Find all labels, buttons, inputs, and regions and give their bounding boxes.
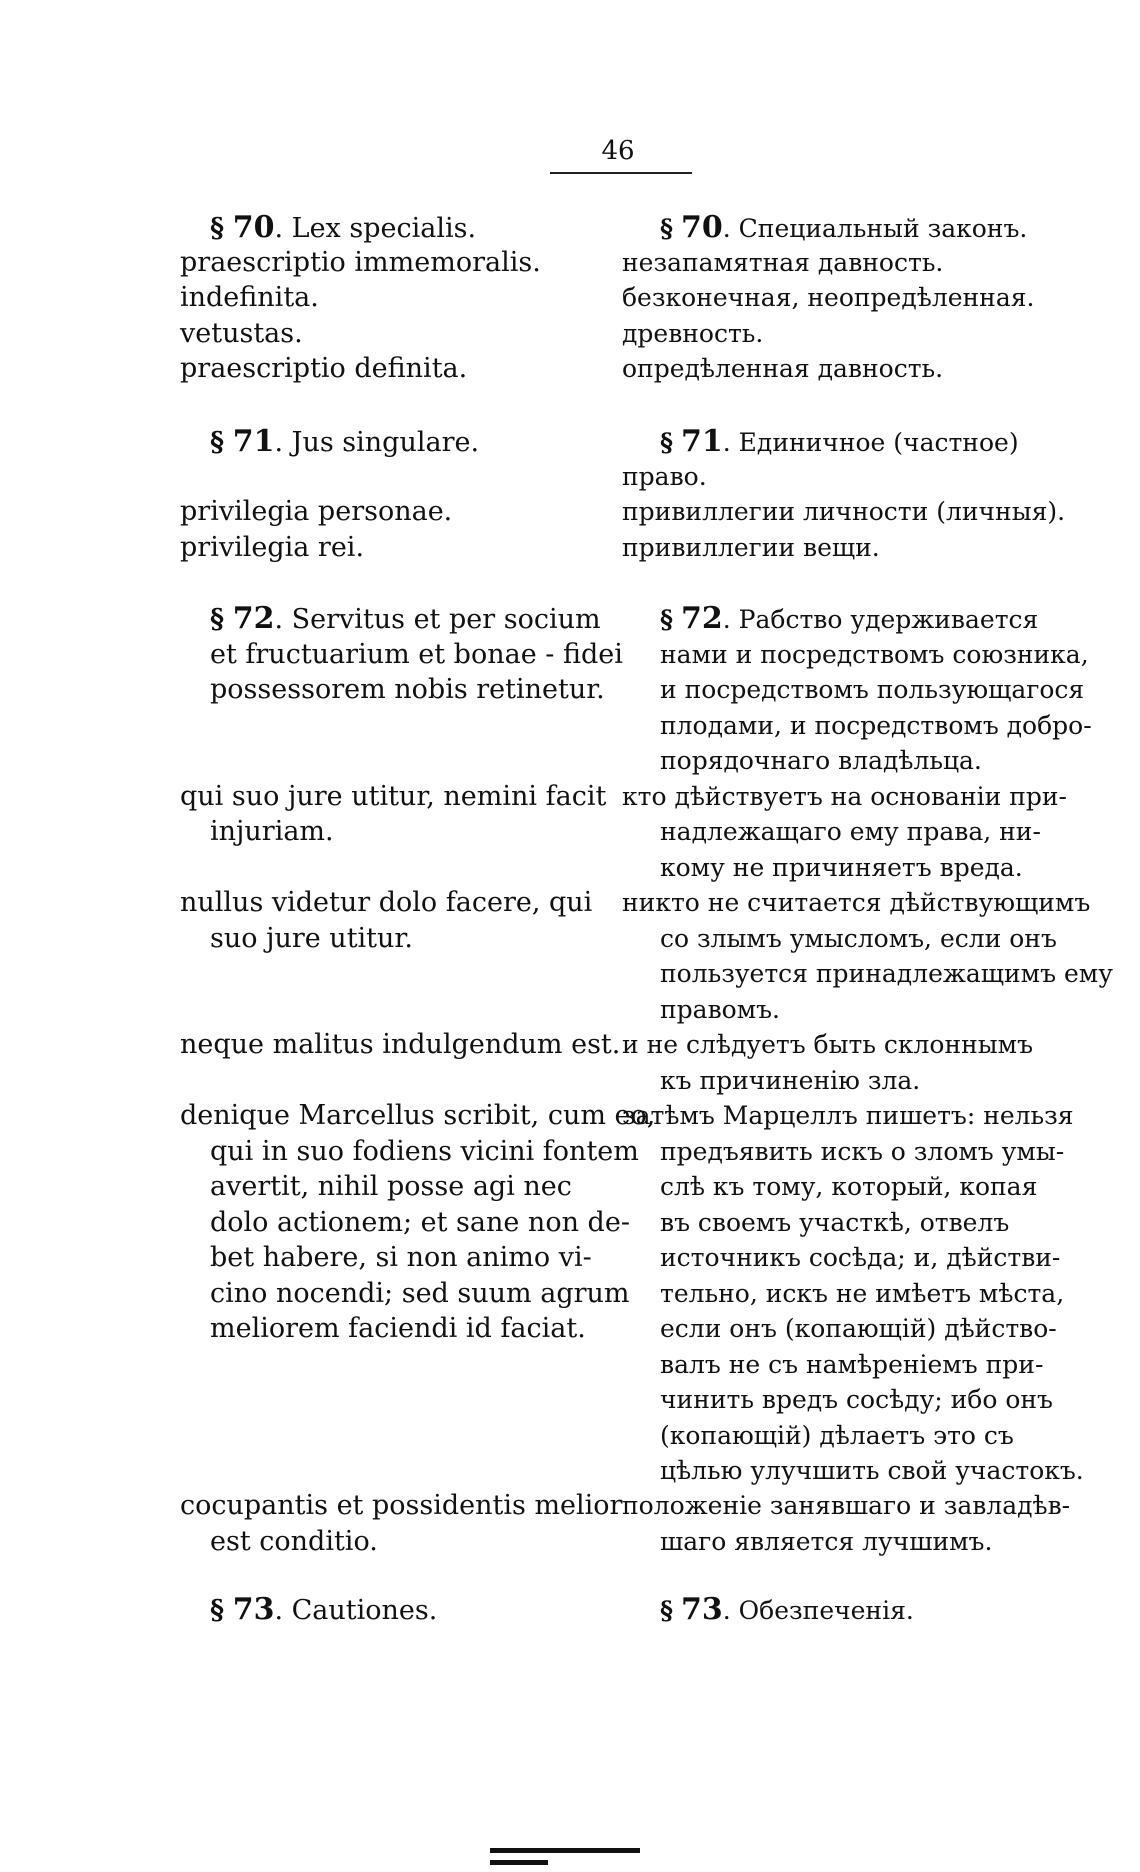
latin-line: est conditio. bbox=[210, 1526, 378, 1557]
section-title: . Единичное (частное) bbox=[722, 428, 1019, 457]
russian-line: слѣ къ тому, который, копая bbox=[660, 1172, 1038, 1201]
russian-heading-71 bbox=[660, 424, 1019, 461]
section-title: . Servitus et per socium bbox=[274, 604, 601, 635]
russian-heading-line: и посредствомъ пользующагося bbox=[660, 675, 1085, 704]
latin-heading-71 bbox=[210, 424, 479, 461]
section-title: . Рабство удерживается bbox=[722, 605, 1039, 634]
section-sign: § bbox=[660, 428, 674, 457]
russian-line: валъ не съ намѣреніемъ при- bbox=[660, 1350, 1044, 1379]
russian-line: тельно, искъ не имѣетъ мѣста, bbox=[660, 1279, 1065, 1308]
latin-line: cino nocendi; sed suum agrum bbox=[210, 1278, 630, 1309]
latin-line: praescriptio definita. bbox=[180, 353, 468, 384]
russian-line: незапамятная давность. bbox=[622, 248, 944, 277]
section-number: 73 bbox=[232, 1592, 275, 1627]
section-number: 71 bbox=[681, 424, 723, 459]
latin-line: avertit, nihil posse agi nec bbox=[210, 1171, 572, 1202]
section-sign: § bbox=[210, 213, 225, 244]
russian-line: (копающій) дѣлаетъ это съ bbox=[660, 1421, 1014, 1450]
latin-heading-70 bbox=[210, 210, 476, 247]
latin-line: qui suo jure utitur, nemini facit bbox=[180, 781, 607, 812]
russian-line: правомъ. bbox=[660, 995, 780, 1024]
section-sign: § bbox=[210, 604, 225, 635]
russian-line: никто не считается дѣйствующимъ bbox=[622, 888, 1091, 917]
latin-line: privilegia personae. bbox=[180, 496, 453, 527]
russian-line: безконечная, неопредѣленная. bbox=[622, 283, 1035, 312]
section-number: 71 bbox=[232, 424, 275, 459]
russian-line: привиллегии личности (личныя). bbox=[622, 497, 1066, 526]
russian-line: кому не причиняетъ вреда. bbox=[660, 853, 1023, 882]
section-number: 70 bbox=[232, 210, 275, 245]
latin-heading-72 bbox=[210, 601, 601, 638]
latin-line: meliorem faciendi id faciat. bbox=[210, 1313, 586, 1344]
bottom-ornament bbox=[490, 1848, 640, 1853]
russian-line: со злымъ умысломъ, если онъ bbox=[660, 924, 1057, 953]
section-sign: § bbox=[210, 427, 225, 458]
latin-heading-73 bbox=[210, 1592, 437, 1629]
section-title: . Специальный законъ. bbox=[722, 214, 1028, 243]
russian-line: шаго является лучшимъ. bbox=[660, 1527, 993, 1556]
russian-line: древность. bbox=[622, 319, 764, 348]
bottom-ornament bbox=[490, 1860, 548, 1865]
section-number: 73 bbox=[681, 1592, 723, 1627]
russian-heading-line: нами и посредствомъ союзника, bbox=[660, 640, 1089, 669]
section-number: 72 bbox=[681, 601, 723, 636]
latin-line: indefinita. bbox=[180, 282, 319, 313]
section-sign: § bbox=[660, 605, 674, 634]
page-number-rule bbox=[550, 172, 692, 174]
latin-line: denique Marcellus scribit, cum eo, bbox=[180, 1100, 656, 1131]
russian-heading-70 bbox=[660, 210, 1027, 247]
russian-line: пользуется принадлежащимъ ему bbox=[660, 959, 1113, 988]
latin-line: privilegia rei. bbox=[180, 532, 365, 563]
russian-line: къ причиненію зла. bbox=[660, 1066, 921, 1095]
section-title: . Обезпеченія. bbox=[722, 1596, 914, 1625]
section-number: 72 bbox=[232, 601, 275, 636]
latin-line: vetustas. bbox=[180, 318, 303, 349]
russian-heading-line: право. bbox=[622, 462, 707, 491]
russian-line: положеніе занявшаго и завладѣв- bbox=[622, 1491, 1071, 1520]
russian-line: опредѣленная давность. bbox=[622, 354, 944, 383]
russian-line: затѣмъ Марцеллъ пишетъ: нельзя bbox=[622, 1101, 1074, 1130]
russian-line: чинить вредъ сосѣду; ибо онъ bbox=[660, 1385, 1053, 1414]
russian-line: если онъ (копающій) дѣйство- bbox=[660, 1314, 1057, 1343]
russian-heading-73 bbox=[660, 1592, 914, 1629]
russian-heading-line: порядочнаго владѣльца. bbox=[660, 746, 982, 775]
russian-line: надлежащаго ему права, ни- bbox=[660, 817, 1041, 846]
russian-line: цѣлью улучшить свой участокъ. bbox=[660, 1456, 1084, 1485]
section-sign: § bbox=[660, 1596, 674, 1625]
latin-line: injuriam. bbox=[210, 816, 334, 847]
russian-line: предъявить искъ о зломъ умы- bbox=[660, 1137, 1065, 1166]
latin-line: nullus videtur dolo facere, qui bbox=[180, 887, 593, 918]
latin-heading-line: possessorem nobis retinetur. bbox=[210, 674, 605, 705]
latin-line: suo jure utitur. bbox=[210, 923, 413, 954]
russian-line: кто дѣйствуетъ на основаніи при- bbox=[622, 782, 1067, 811]
section-title: . Lex specialis. bbox=[274, 213, 477, 244]
russian-line: въ своемъ участкѣ, отвелъ bbox=[660, 1208, 1010, 1237]
latin-line: dolo actionem; et sane non de- bbox=[210, 1207, 630, 1238]
russian-line: источникъ сосѣда; и, дѣйстви- bbox=[660, 1243, 1061, 1272]
latin-line: bet habere, si non animo vi- bbox=[210, 1242, 592, 1273]
latin-line: qui in suo fodiens vicini fontem bbox=[210, 1136, 639, 1167]
russian-heading-line: плодами, и посредствомъ добро- bbox=[660, 711, 1092, 740]
section-title: . Cautiones. bbox=[274, 1595, 438, 1626]
page-number: 46 bbox=[601, 136, 635, 166]
latin-line: neque malitus indulgendum est. bbox=[180, 1029, 621, 1060]
section-sign: § bbox=[210, 1595, 225, 1626]
russian-heading-72 bbox=[660, 601, 1038, 638]
latin-line: praescriptio immemoralis. bbox=[180, 247, 541, 278]
latin-heading-line: et fructuarium et bonae - fidei bbox=[210, 639, 623, 670]
section-title: . Jus singulare. bbox=[274, 427, 480, 458]
russian-line: и не слѣдуетъ быть склоннымъ bbox=[622, 1030, 1034, 1059]
latin-line: cocupantis et possidentis melior bbox=[180, 1490, 623, 1521]
section-sign: § bbox=[660, 214, 674, 243]
section-number: 70 bbox=[681, 210, 723, 245]
russian-line: привиллегии вещи. bbox=[622, 533, 880, 562]
